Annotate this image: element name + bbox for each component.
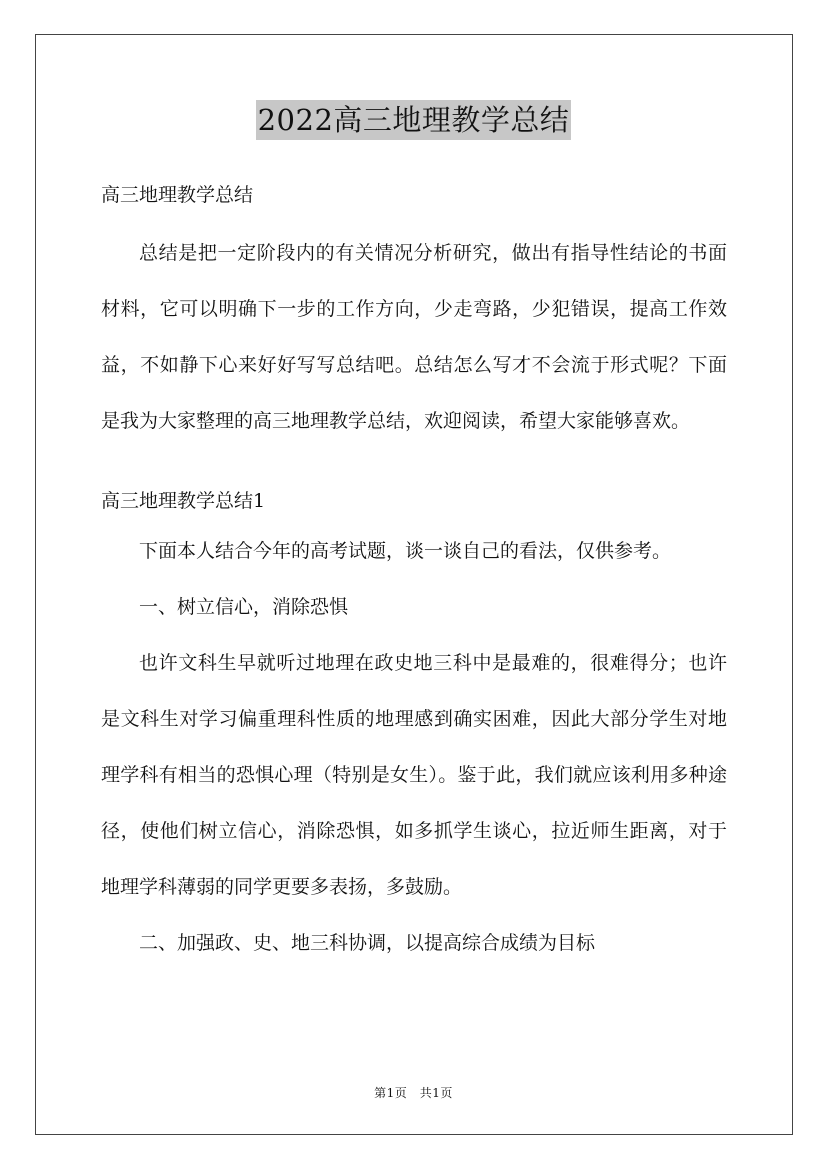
title-container (0, 100, 827, 140)
document-title: 2022高三地理教学总结 (256, 100, 572, 140)
point-2-title: 二、加强政、史、地三科协调，以提高综合成绩为目标 (139, 932, 596, 954)
section-lead-paragraph: 下面本人结合今年的高考试题，谈一谈自己的看法，仅供参考。 (139, 540, 672, 562)
point-1-body: 也许文科生早就听过地理在政史地三科中是最难的，很难得分；也许是文科生对学习偏重理科性质的地理感到确实困难，因此大部分学生对地理学科有相当的恐惧心理（特别是女生）。鉴于此，我们就应该利用多种途径，使他们树立信心，消除恐惧，如多抓学生谈心，拉近师生距离，对于地理学科薄弱的同学更要多表扬，多鼓励。 (101, 652, 727, 898)
point-1-title: 一、树立信心，消除恐惧 (139, 596, 349, 618)
intro-paragraph: 总结是把一定阶段内的有关情况分析研究，做出有指导性结论的书面材料，它可以明确下一步的工作方向，少走弯路，少犯错误，提高工作效益，不如静下心来好好写写总结吧。总结怎么写才不会流于形式呢？下面是我为大家整理的高三地理教学总结，欢迎阅读，希望大家能够喜欢。 (101, 242, 727, 432)
section-heading: 高三地理教学总结1 (101, 490, 266, 512)
page-number-footer: 第1页 共1页 (374, 1086, 453, 1100)
intro-heading: 高三地理教学总结 (101, 184, 254, 206)
document-body (101, 173, 727, 971)
